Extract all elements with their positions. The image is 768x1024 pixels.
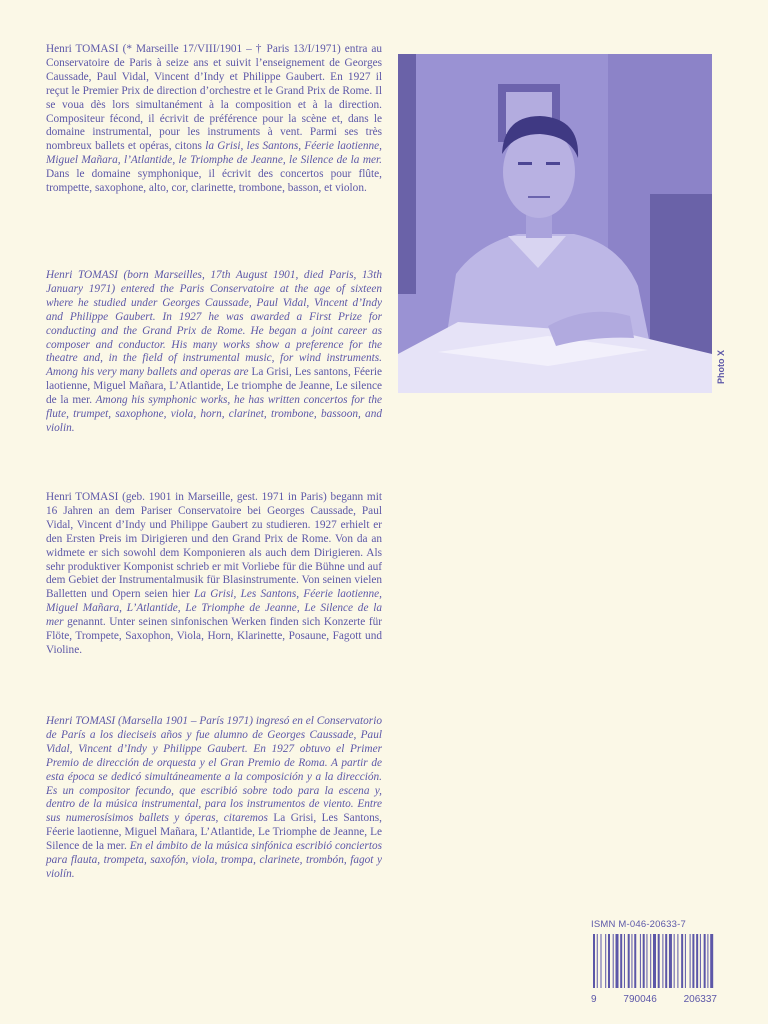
text-run: Henri TOMASI (born Marseilles, 17th August 1901, died Paris, 13th January 1971) entered the Paris Conservatoire at the age of sixteen where he studied under Georges Caussade, Paul Vidal, Vincent d’Indy and Philippe Gaubert. In 1927 he was awarded a First Prize for conducting and the Grand Prix de Rome. He began a joint career as composer and conductor. His many works show a preference for the theatre and, in the field of instrumental music, for wind instruments. Among his very many ballets and operas are [46,269,382,379]
text-run: La Grisi, Les santons, Féerie laotienne, Miguel Mañara, L’Atlantide, Le triomphe de Jeanne, Le silence de la mer. [46,366,382,407]
biography-english [46,269,382,436]
biography-spanish [46,715,382,882]
portrait-illustration [398,54,712,393]
text-run: La Grisi, Les Santons, Féerie laotienne, Miguel Mañara, L’Atlantide, Le Triomphe de Jeanne, Le Silence de la mer [46,588,382,629]
text-run: genannt. Unter seinen sinfonischen Werken finden sich Konzerte für Flöte, Trompete, Saxophon, Viola, Horn, Klarinette, Posaune, Fagott und Violine. [46,616,382,656]
ismn-number: ISMN M-046-20633-7 [591,919,686,930]
text-run: La Grisi, Les Santons, Féerie laotienne, Miguel Mañara, L’Atlantide, Le Triomphe de Jeanne, Le Silence de la mer. [46,812,382,853]
text-run: Among his symphonic works, he has written concertos for the flute, trumpet, saxophone, viola, horn, clarinet, trombone, bassoon, and violin. [46,394,383,434]
barcode-first-digit: 9 [591,994,597,1005]
barcode-icon [593,934,715,988]
photo-credit: Photo X [716,350,726,384]
text-run: Henri TOMASI (geb. 1901 in Marseille, gest. 1971 in Paris) begann mit 16 Jahren an dem Pariser Conservatoire bei Georges Caussade, Paul Vidal, Vincent d’Indy und Philippe Gaubert zu studieren. 1927 erhielt er den Ersten Preis im Dirigieren und den Grand Prix de Rome. Von da an widmete er sich sowohl dem Komponieren als auch dem Dirigieren. Als sehr produktiver Komponist schrieb er mit Vorliebe für die Bühne und auf dem Gebiet der Instrumentalmusik für Blasinstrumente. Von seinen vielen Balletten und Opern seien hier [46,491,382,601]
text-run: la Grisi, les Santons, Féerie laotienne, Miguel Mañara, l’Atlantide, le Triomphe de Jeanne, le Silence de la mer. [46,140,382,167]
text-run: Dans le domaine symphonique, il écrivit des concertos pour flûte, trompette, saxophone, alto, cor, clarinette, trombone, basson, et violon. [46,168,382,195]
composer-portrait-photo [398,54,712,393]
text-run: Henri TOMASI (* Marseille 17/VIII/1901 – † Paris 13/I/1971) entra au Conservatoire de Paris à seize ans et suivit l’enseignement de Georges Caussade, Paul Vidal, Vincent d’Indy et Philippe Gaubert. En 1927 il reçut le Premier Prix de direction d’orchestre et le Grand Prix de Rome. Il se voua dès lors simultanément à la composition et à la direction. Compositeur fécond, il écrivit de préférence pour la scène et, dans le domaine instrumental, pour les instruments à vent. Parmi ses très nombreux ballets et opéras, citons [46,43,382,153]
text-run: Henri TOMASI (Marsella 1901 – París 1971) ingresó en el Conservatorio de París a los dieciseis años y fue alumno de Georges Caussade, Paul Vidal, Vincent d’Indy y Philippe Gaubert. En 1927 obtuvo el Primer Premio de dirección de orquesta y el Gran Premio de Roma. A partir de esta época se dedicó simultáneamente a la composición y a la dirección. Es un compositor fecundo, que escribió sobre todo para la escena y, dentro de la música instrumental, para los instrumentos de viento. Entre sus numerosísimos ballets y óperas, citaremos [46,715,382,825]
barcode-right-group: 206337 [683,994,717,1005]
biography-french [46,43,382,196]
barcode-digits [591,994,717,1005]
barcode-left-group: 790046 [623,994,657,1005]
biography-german [46,491,382,658]
text-run: En el ámbito de la música sinfónica escribió conciertos para flauta, trompeta, saxofón, viola, trompa, clarinete, trombón, fagot y violín. [46,840,383,880]
